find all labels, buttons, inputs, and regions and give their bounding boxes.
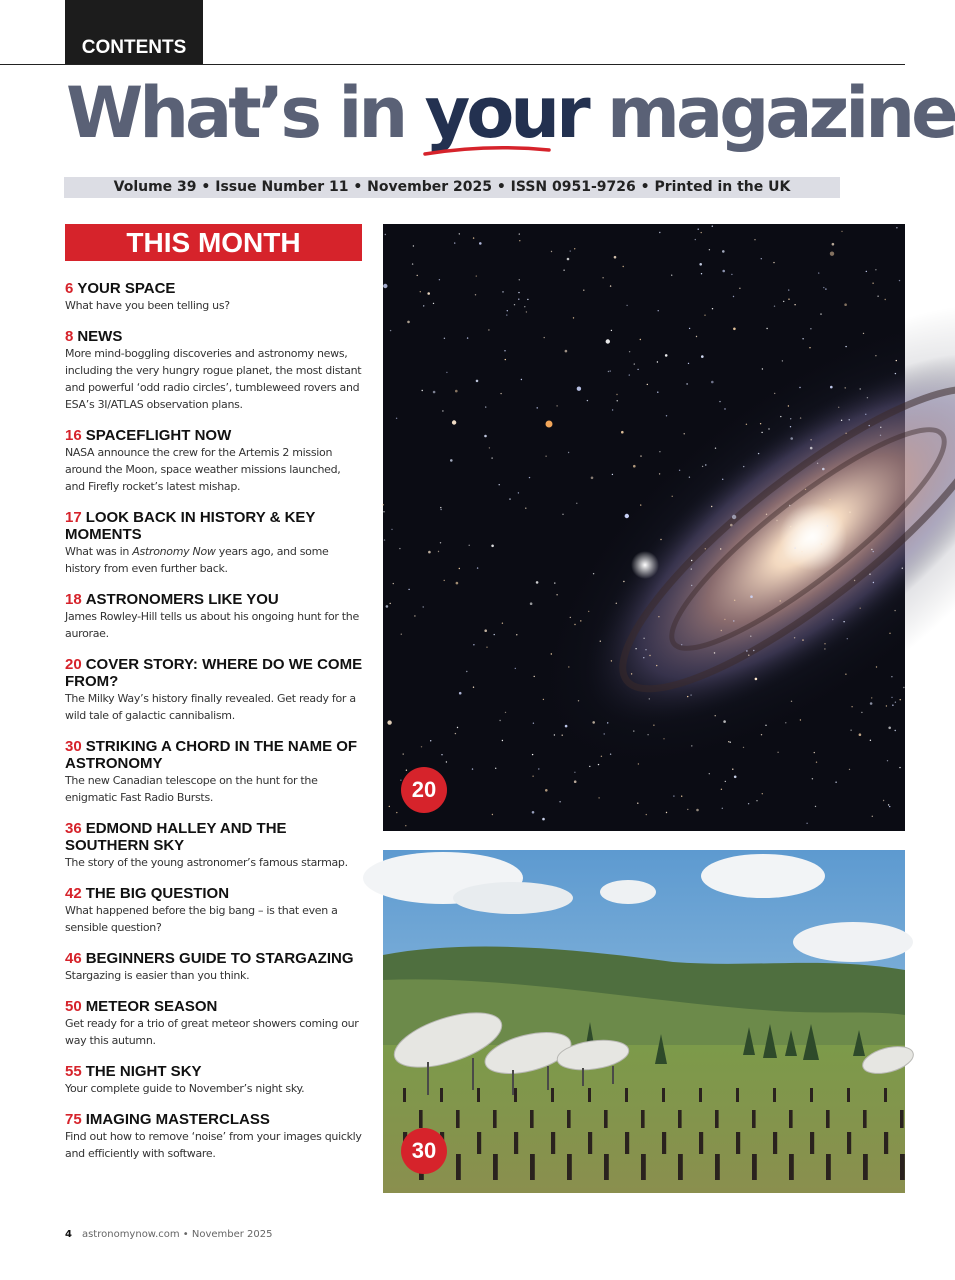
item-heading: NEWS [77,328,123,345]
contents-item-title [65,328,363,345]
contents-item [65,885,363,936]
page-number-label: 16 [65,427,82,444]
contents-item-title [65,1111,363,1128]
contents-item-title [65,1063,363,1080]
contents-item-title [65,509,363,543]
contents-item [65,591,363,642]
page-badge-30: 30 [401,1128,447,1174]
page-number-label: 55 [65,1063,82,1080]
title-highlight: your [425,78,587,148]
contents-list [65,280,363,1176]
page-number-label: 18 [65,591,82,608]
title-part-1: What’s in [66,72,425,154]
contents-item [65,1111,363,1162]
item-heading: ASTRONOMERS LIKE YOU [85,591,279,608]
contents-item [65,820,363,871]
item-heading: THE NIGHT SKY [85,1063,202,1080]
page-number-label: 17 [65,509,82,526]
contents-item [65,509,363,577]
contents-item-description: The Milky Way’s history finally revealed. Get ready for a wild tale of galactic cannibalism. [65,692,356,722]
item-heading: THE BIG QUESTION [85,885,230,902]
contents-item-title [65,280,363,297]
contents-item-title [65,950,363,967]
page-number-label: 6 [65,280,74,297]
contents-item-title [65,885,363,902]
footer-text: astronomynow.com • November 2025 [81,1229,273,1240]
description-text: What was in [65,545,133,558]
contents-item-description: Get ready for a trio of great meteor showers coming our way this autumn. [65,1017,359,1047]
item-heading: EDMOND HALLEY AND THE SOUTHERN SKY [65,820,287,854]
section-tab: CONTENTS [65,0,203,64]
underline-swoosh [421,142,553,158]
contents-item-description: James Rowley-Hill tells us about his ongoing hunt for the aurorae. [65,610,359,640]
contents-item-title [65,738,363,772]
page-number-label: 46 [65,950,82,967]
item-heading: LOOK BACK IN HISTORY & KEY MOMENTS [65,509,316,543]
contents-item-description: NASA announce the crew for the Artemis 2 mission around the Moon, space weather missions launched, and Firefly rocket’s latest mishap. [65,446,341,493]
contents-item-title [65,591,363,608]
title-part-2: magazine [586,72,955,154]
contents-item-description: What happened before the big bang – is that even a sensible question? [65,904,338,934]
magazine-name: Astronomy Now [132,545,216,558]
contents-item-title [65,656,363,690]
item-heading: METEOR SEASON [85,998,218,1015]
page-number-label: 8 [65,328,74,345]
andromeda-galaxy-photo [383,224,905,831]
contents-item-description: Find out how to remove ‘noise’ from your images quickly and efficiently with software. [65,1130,362,1160]
page-footer [65,1229,273,1240]
contents-item-description: The new Canadian telescope on the hunt for the enigmatic Fast Radio Bursts. [65,774,318,804]
item-heading: BEGINNERS GUIDE TO STARGAZING [85,950,354,967]
contents-item-title [65,998,363,1015]
header-rule [0,64,905,65]
page-number: 4 [65,1229,72,1240]
contents-item [65,998,363,1049]
contents-item [65,280,363,314]
contents-item-description [65,543,363,577]
volume-line: Volume 39 • Issue Number 11 • November 2025 • ISSN 0951-9726 • Printed in the UK [64,177,840,198]
contents-item-description: More mind-boggling discoveries and astronomy news, including the very hungry rogue planet, the most distant and powerful ‘odd radio circles’, tumbleweed rovers and ESA’s 3I/ATLAS observation plans. [65,347,362,411]
page-number-label: 36 [65,820,82,837]
page-number-label: 20 [65,656,82,673]
page-number-label: 30 [65,738,82,755]
item-heading: SPACEFLIGHT NOW [85,427,232,444]
page-badge-20: 20 [401,767,447,813]
contents-item-title [65,820,363,854]
this-month-banner: THIS MONTH [65,224,362,261]
contents-item-description: Your complete guide to November’s night sky. [65,1082,305,1095]
contents-item [65,328,363,413]
contents-item-description: Stargazing is easier than you think. [65,969,250,982]
contents-item [65,1063,363,1097]
contents-item-description: What have you been telling us? [65,299,230,312]
item-heading: COVER STORY: WHERE DO WE COME FROM? [65,656,363,690]
page-number-label: 75 [65,1111,82,1128]
radio-telescope-photo [383,850,905,1193]
contents-item [65,738,363,806]
item-heading: STRIKING A CHORD IN THE NAME OF ASTRONOMY [65,738,358,772]
description-text: years ago, and some history from even further back. [65,545,329,575]
contents-item [65,950,363,984]
page-number-label: 42 [65,885,82,902]
contents-item [65,427,363,495]
contents-item [65,656,363,724]
page-title [66,72,955,154]
contents-item-description: The story of the young astronomer’s famous starmap. [65,856,348,869]
page-number-label: 50 [65,998,82,1015]
contents-item-title [65,427,363,444]
item-heading: YOUR SPACE [77,280,176,297]
item-heading: IMAGING MASTERCLASS [85,1111,270,1128]
